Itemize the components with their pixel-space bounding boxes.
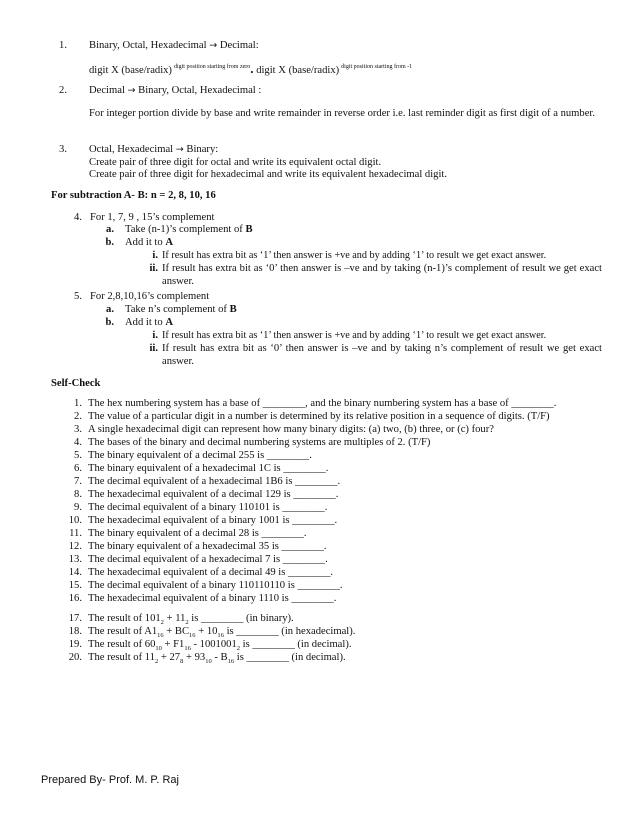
step-text: Take (n-1)’s complement of B <box>125 224 253 235</box>
selfcheck-question: The binary equivalent of a hexadecimal 35 is ________. <box>88 541 327 552</box>
subtraction-heading: For subtraction A- B: n = 2, 8, 10, 16 <box>51 190 216 201</box>
complement-title: For 2,8,10,16’s complement <box>90 291 210 302</box>
question-number: 11. <box>69 528 82 539</box>
conversion-number: 3. <box>59 144 67 155</box>
conversion-heading: Octal, Hexadecimal → Binary: <box>89 144 219 155</box>
substep-label: ii. <box>149 343 158 354</box>
hexadecimal-note: Create pair of three digit for hexadecimal and write its equivalent hexadecimal digit. <box>89 169 447 180</box>
selfcheck-question: The binary equivalent of a decimal 28 is ________. <box>88 528 307 539</box>
list-number: 4. <box>74 212 82 223</box>
substep-text: If result has extra bit as ‘0’ then answer is –ve and by taking n’s complement of result we get exact answer. <box>162 343 602 367</box>
substep-text: If result has extra bit as ‘1’ then answer is +ve and by adding ‘1’ to result we get exact answer. <box>162 250 547 261</box>
question-number: 10. <box>68 515 82 526</box>
selfcheck-heading: Self-Check <box>51 378 101 389</box>
selfcheck-question: The hexadecimal equivalent of a decimal 129 is ________. <box>88 489 339 500</box>
selfcheck-question: The decimal equivalent of a hexadecimal 7 is ________. <box>88 554 328 565</box>
question-number: 4. <box>74 437 82 448</box>
selfcheck-question: The decimal equivalent of a binary 110110110 is ________. <box>88 580 343 591</box>
substep-label: i. <box>152 330 158 341</box>
question-number: 5. <box>74 450 82 461</box>
selfcheck-question: The hexadecimal equivalent of a binary 1110 is ________. <box>88 593 337 604</box>
step-label: b. <box>105 237 114 248</box>
substep-label: ii. <box>149 263 158 274</box>
conversion-number: 2. <box>59 85 67 96</box>
question-number: 19. <box>68 639 82 650</box>
conversion-heading: Decimal → Binary, Octal, Hexadecimal : <box>89 85 262 96</box>
selfcheck-question: The result of $60_{10} + F1_{16} - 1001001_2$ is ________ (in decimal). <box>88 639 352 653</box>
question-number: 18. <box>68 626 82 637</box>
conversion-formula: digit X (base/radix) $^{digit position starting from zero}$. digit X (base/radix) $^{digit position starting from -1}$ <box>89 61 413 76</box>
footer-author: Prepared By- Prof. M. P. Raj <box>41 774 179 786</box>
selfcheck-question: The result of $11_2 + 27_8 + 93_{10} - B_{16}$ is ________ (in decimal). <box>88 652 346 666</box>
step-text: Take n’s complement of B <box>125 304 237 315</box>
selfcheck-question: The hex numbering system has a base of ________, and the binary numbering system has a base of ________. <box>88 398 557 409</box>
right-arrow-icon: → <box>209 40 218 51</box>
step-label: a. <box>106 224 114 235</box>
question-number: 13. <box>68 554 82 565</box>
question-number: 20. <box>68 652 82 663</box>
question-number: 2. <box>74 411 82 422</box>
substep-text: If result has extra bit as ‘0’ then answer is –ve and by taking (n-1)’s complement of result we get exact answer. <box>162 263 602 287</box>
question-number: 14. <box>68 567 82 578</box>
list-number: 5. <box>74 291 82 302</box>
selfcheck-question: The hexadecimal equivalent of a binary 1001 is ________. <box>88 515 338 526</box>
question-number: 15. <box>68 580 82 591</box>
question-number: 6. <box>74 463 82 474</box>
selfcheck-question: The value of a particular digit in a number is determined by its relative position in a sequence of digits. (T/F) <box>88 411 550 422</box>
substep-label: i. <box>152 250 158 261</box>
question-number: 3. <box>74 424 82 435</box>
selfcheck-question: The decimal equivalent of a hexadecimal 1B6 is ________. <box>88 476 341 487</box>
step-text: Add it to A <box>125 237 173 248</box>
question-number: 7. <box>74 476 82 487</box>
complement-title: For 1, 7, 9 , 15’s complement <box>90 212 215 223</box>
selfcheck-question: The hexadecimal equivalent of a decimal 49 is ________. <box>88 567 334 578</box>
conversion-number: 1. <box>59 40 67 51</box>
selfcheck-question: The binary equivalent of a decimal 255 is ________. <box>88 450 312 461</box>
selfcheck-question: A single hexadecimal digit can represent how many binary digits: (a) two, (b) three, or (c) four? <box>88 424 494 435</box>
selfcheck-question: The decimal equivalent of a binary 110101 is ________. <box>88 502 328 513</box>
decimal-conversion-note: For integer portion divide by base and write remainder in reverse order i.e. last reminder digit as first digit of a number. <box>89 108 595 119</box>
question-number: 9. <box>74 502 82 513</box>
question-number: 17. <box>68 613 82 624</box>
question-number: 8. <box>74 489 82 500</box>
question-number: 16. <box>68 593 82 604</box>
right-arrow-icon: → <box>175 144 184 155</box>
selfcheck-question: The result of $101_2 + 11_2$ is ________ (in binary). <box>88 613 294 627</box>
step-label: a. <box>106 304 114 315</box>
conversion-heading: Binary, Octal, Hexadecimal → Decimal: <box>89 40 259 51</box>
step-text: Add it to A <box>125 317 173 328</box>
octal-note: Create pair of three digit for octal and write its equivalent octal digit. <box>89 157 382 168</box>
selfcheck-question: The binary equivalent of a hexadecimal 1C is ________. <box>88 463 329 474</box>
question-number: 1. <box>74 398 82 409</box>
right-arrow-icon: → <box>127 85 136 96</box>
question-number: 12. <box>68 541 82 552</box>
step-label: b. <box>105 317 114 328</box>
selfcheck-question: The bases of the binary and decimal numbering systems are multiples of 2. (T/F) <box>88 437 431 448</box>
substep-text: If result has extra bit as ‘1’ then answer is +ve and by adding ‘1’ to result we get exact answer. <box>162 330 547 341</box>
selfcheck-question: The result of $A1_{16} + BC_{16} + 10_{16}$ is ________ (in hexadecimal). <box>88 626 356 640</box>
